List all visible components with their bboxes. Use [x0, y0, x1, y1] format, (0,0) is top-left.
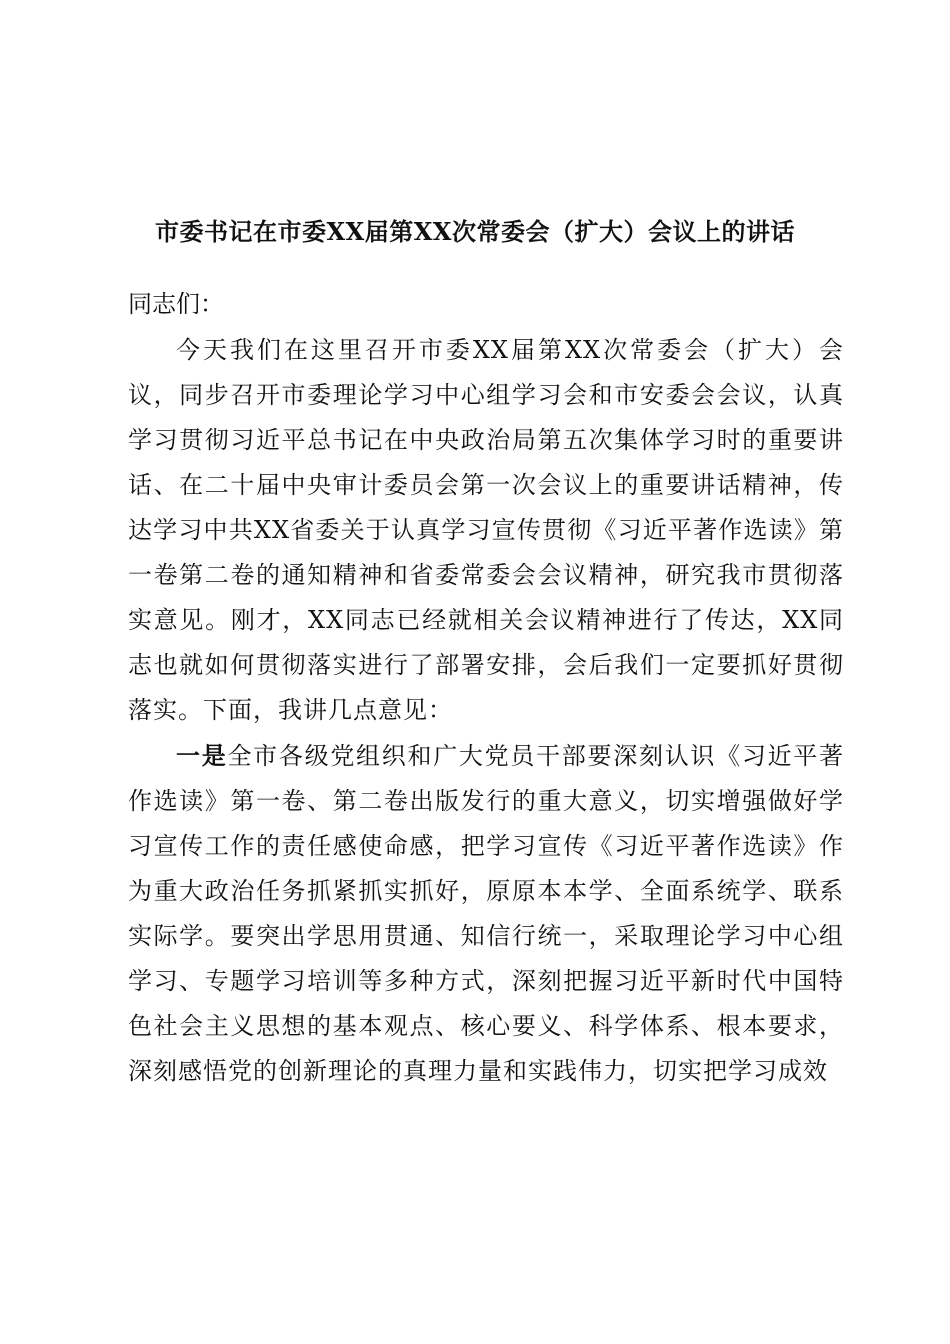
salutation: 同志们：: [128, 290, 224, 318]
document-title: 市委书记在市委XX届第XX次常委会（扩大）会议上的讲话: [155, 217, 795, 246]
paragraph-opening: [128, 327, 844, 733]
document-body: [128, 282, 844, 1094]
paragraph-text: 全市各级党组织和广大党员干部要深刻认识《习近平著作选读》第一卷、第二卷出版发行的重大意义，切实增强做好学习宣传工作的责任感使命感，把学习宣传《习近平著作选读》作为重大政治任务抓紧抓实抓好，原原本本学、全面系统学、联系实际学。要突出学思用贯通、知信行统一，采取理论学习中心组学习、专题学习培训等多种方式，深刻把握习近平新时代中国特色社会主义思想的基本观点、核心要义、科学体系、根本要求，深刻感悟党的创新理论的真理力量和实践伟力，切实把学习成效: [128, 742, 845, 1085]
paragraph-point-one: [128, 733, 844, 1094]
paragraph-lead: 一是: [176, 741, 228, 770]
paragraph-text: 今天我们在这里召开市委XX届第XX次常委会（扩大）会议，同步召开市委理论学习中心组学习会和市安委会会议，认真学习贯彻习近平总书记在中央政治局第五次集体学习时的重要讲话、在二十届中央审计委员会第一次会议上的重要讲话精神，传达学习中共XX省委关于认真学习宣传贯彻《习近平著作选读》第一卷第二卷的通知精神和省委常委会会议精神，研究我市贯彻落实意见。刚才，XX同志已经就相关会议精神进行了传达，XX同志也就如何贯彻落实进行了部署安排，会后我们一定要抓好贯彻落实。下面，我讲几点意见：: [128, 336, 844, 724]
